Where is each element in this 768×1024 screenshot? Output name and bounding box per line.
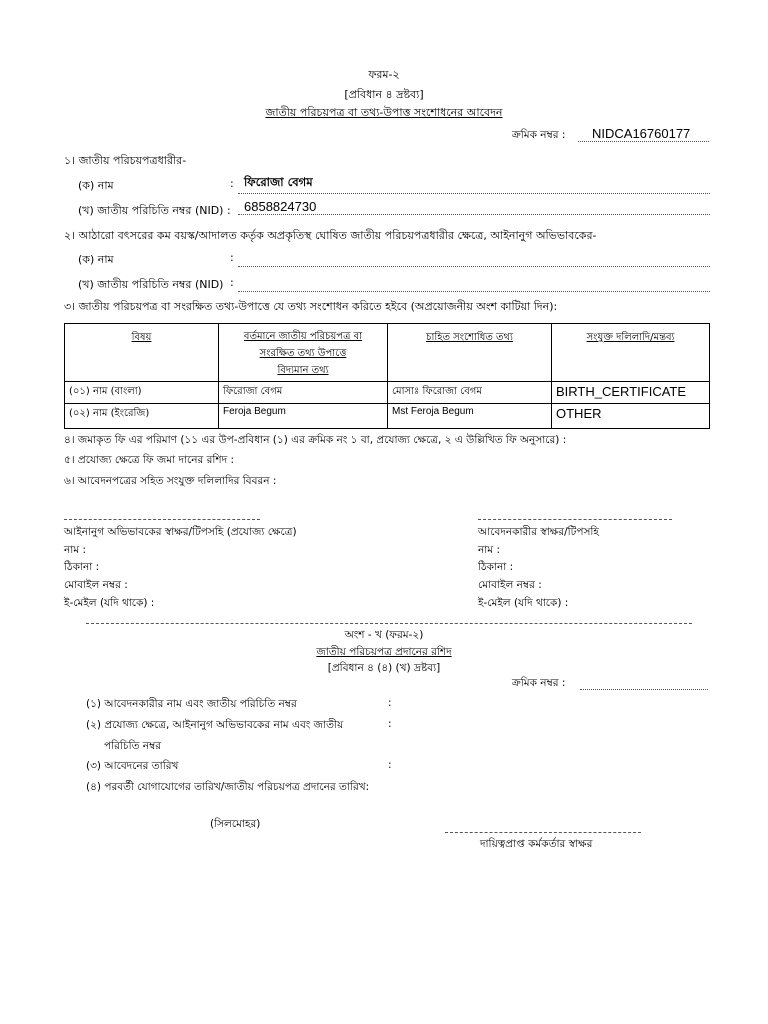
column-desired: চাহিত সংশোধিত তথ্য (426, 332, 513, 343)
officer-signature-line (445, 832, 641, 833)
row-attached: BIRTH_CERTIFICATE (552, 382, 710, 404)
colon: : (388, 759, 392, 771)
colon: : (230, 177, 234, 190)
holder-nid-label: (খ) জাতীয় পরিচিতি নম্বর (NID) : (78, 204, 231, 217)
section3-heading: ৩। জাতীয় পরিচয়পত্র বা সংরক্ষিত তথ্য-উপাত্তে যে তথ্য সংশোধন করিতে হইবে (অপ্রয়োজনীয় অংশ কাটিয়া দিন): (64, 300, 558, 313)
holder-name-field[interactable]: ফিরোজা বেগম (238, 174, 710, 194)
guardian-signature-line (64, 519, 260, 520)
applicant-signature-title: আবেদনকারীর স্বাক্ষর/টিপসহি (478, 526, 599, 538)
guardian-nid-field[interactable] (238, 276, 710, 292)
row-subject: (০১) নাম (বাংলা) (65, 382, 219, 404)
receipt-serial-label: ক্রমিক নম্বর : (512, 677, 566, 689)
row-subject: (০২) নাম (ইংরেজি) (65, 404, 219, 429)
section1-heading: ১। জাতীয় পরিচয়পত্রধারীর- (64, 154, 187, 167)
form-number: ফরম-২ (368, 68, 400, 81)
guardian-sig-address: ঠিকানা : (64, 561, 100, 573)
column-current-line3: বিদ্যমান তথ্য (277, 365, 329, 376)
guardian-sig-mobile: মোবাইল নম্বর : (64, 579, 128, 591)
receipt-item1: (১) আবেদনকারীর নাম এবং জাতীয় পরিচিতি নম্বর (86, 698, 297, 710)
holder-nid-field[interactable]: 6858824730 (238, 199, 710, 215)
row-desired: Mst Feroja Begum (388, 404, 552, 429)
applicant-sig-address: ঠিকানা : (478, 561, 514, 573)
applicant-signature-line (478, 519, 672, 520)
holder-name-label: (ক) নাম (78, 179, 114, 192)
colon: : (388, 718, 392, 730)
applicant-sig-mobile: মোবাইল নম্বর : (478, 579, 542, 591)
rule-reference: [প্রবিধান ৪ দ্রষ্টব্য] (344, 88, 424, 101)
row-current: ফিরোজা বেগম (219, 382, 388, 404)
applicant-sig-email: ই-মেইল (যদি থাকে) : (478, 597, 569, 609)
colon: : (388, 697, 392, 709)
seal-label: (সিলমোহর) (210, 818, 261, 830)
column-subject: বিষয় (131, 332, 152, 343)
table-header-row (65, 324, 710, 382)
colon: : (230, 251, 234, 264)
column-current-line2: সংরক্ষিত তথ্য উপাত্তে (259, 348, 347, 359)
applicant-sig-name: নাম : (478, 544, 501, 556)
receipt-item2: (২) প্রযোজ্য ক্ষেত্রে, আইনানুগ অভিভাবকের নাম এবং জাতীয় (86, 719, 344, 731)
receipt-item2-cont: পরিচিতি নম্বর (104, 740, 162, 752)
row-current: Feroja Begum (219, 404, 388, 429)
guardian-sig-email: ই-মেইল (যদি থাকে) : (64, 597, 155, 609)
table-row (65, 382, 710, 404)
column-current-line1: বর্তমানে জাতীয় পরিচয়পত্র বা (243, 331, 363, 342)
guardian-name-field[interactable] (238, 251, 710, 267)
receipt-rule-ref: [প্রবিধান ৪ (৪) (খ) দ্রষ্টব্য] (327, 662, 441, 674)
colon: : (230, 276, 234, 289)
guardian-sig-name: নাম : (64, 544, 87, 556)
serial-number-field[interactable]: NIDCA16760177 (578, 126, 709, 142)
guardian-name-label: (ক) নাম (78, 253, 114, 266)
row-desired: মোসাঃ ফিরোজা বেগম (388, 382, 552, 404)
cut-line (86, 623, 692, 624)
section5-fee-receipt: ৫। প্রযোজ্য ক্ষেত্রে ফি জমা দানের রশিদ : (64, 454, 235, 466)
table-row (65, 404, 710, 429)
guardian-nid-label: (খ) জাতীয় পরিচিতি নম্বর (NID) (78, 278, 224, 291)
receipt-item4: (৪) পরবর্তী যোগাযোগের তারিখ/জাতীয় পরিচয়পত্র প্রদানের তারিখ: (86, 781, 370, 793)
receipt-part-title: অংশ - খ (ফরম-২) (344, 629, 424, 641)
section2-heading: ২। আঠারো বৎসরের কম বয়স্ক/আদালত কর্তৃক অপ্রকৃতিস্থ ঘোষিত জাতীয় পরিচয়পত্রধারীর ক্ষেত্রে, আইনানুগ অভিভাবকের- (64, 229, 597, 242)
receipt-serial-field[interactable] (580, 676, 708, 690)
serial-label: ক্রমিক নম্বর : (512, 129, 566, 141)
column-attached: সংযুক্ত দলিলাদি/মন্তব্য (586, 332, 675, 343)
correction-table (64, 323, 710, 429)
guardian-signature-title: আইনানুগ অভিভাবকের স্বাক্ষর/টিপসহি (প্রযোজ্য ক্ষেত্রে) (64, 526, 297, 538)
receipt-title: জাতীয় পরিচয়পত্র প্রদানের রশিদ (316, 646, 452, 658)
form-title: জাতীয় পরিচয়পত্র বা তথ্য-উপাত্ত সংশোধনের আবেদন (265, 106, 503, 119)
receipt-item3: (৩) আবেদনের তারিখ (86, 760, 179, 772)
row-attached: OTHER (552, 404, 710, 429)
officer-signature-title: দায়িত্বপ্রাপ্ত কর্মকর্তার স্বাক্ষর (480, 838, 593, 850)
section6-attachments: ৬। আবেদনপত্রের সহিত সংযুক্ত দলিলাদির বিবরন : (64, 475, 277, 487)
section4-fee-amount: ৪। জমাকৃত ফি এর পরিমাণ (১১ এর উপ-প্রবিধান (১) এর ক্রমিক নং ১ বা, প্রযোজ্য ক্ষেত্রে, ২ এ উল্লিখিত ফি অনুসারে) : (64, 434, 567, 446)
